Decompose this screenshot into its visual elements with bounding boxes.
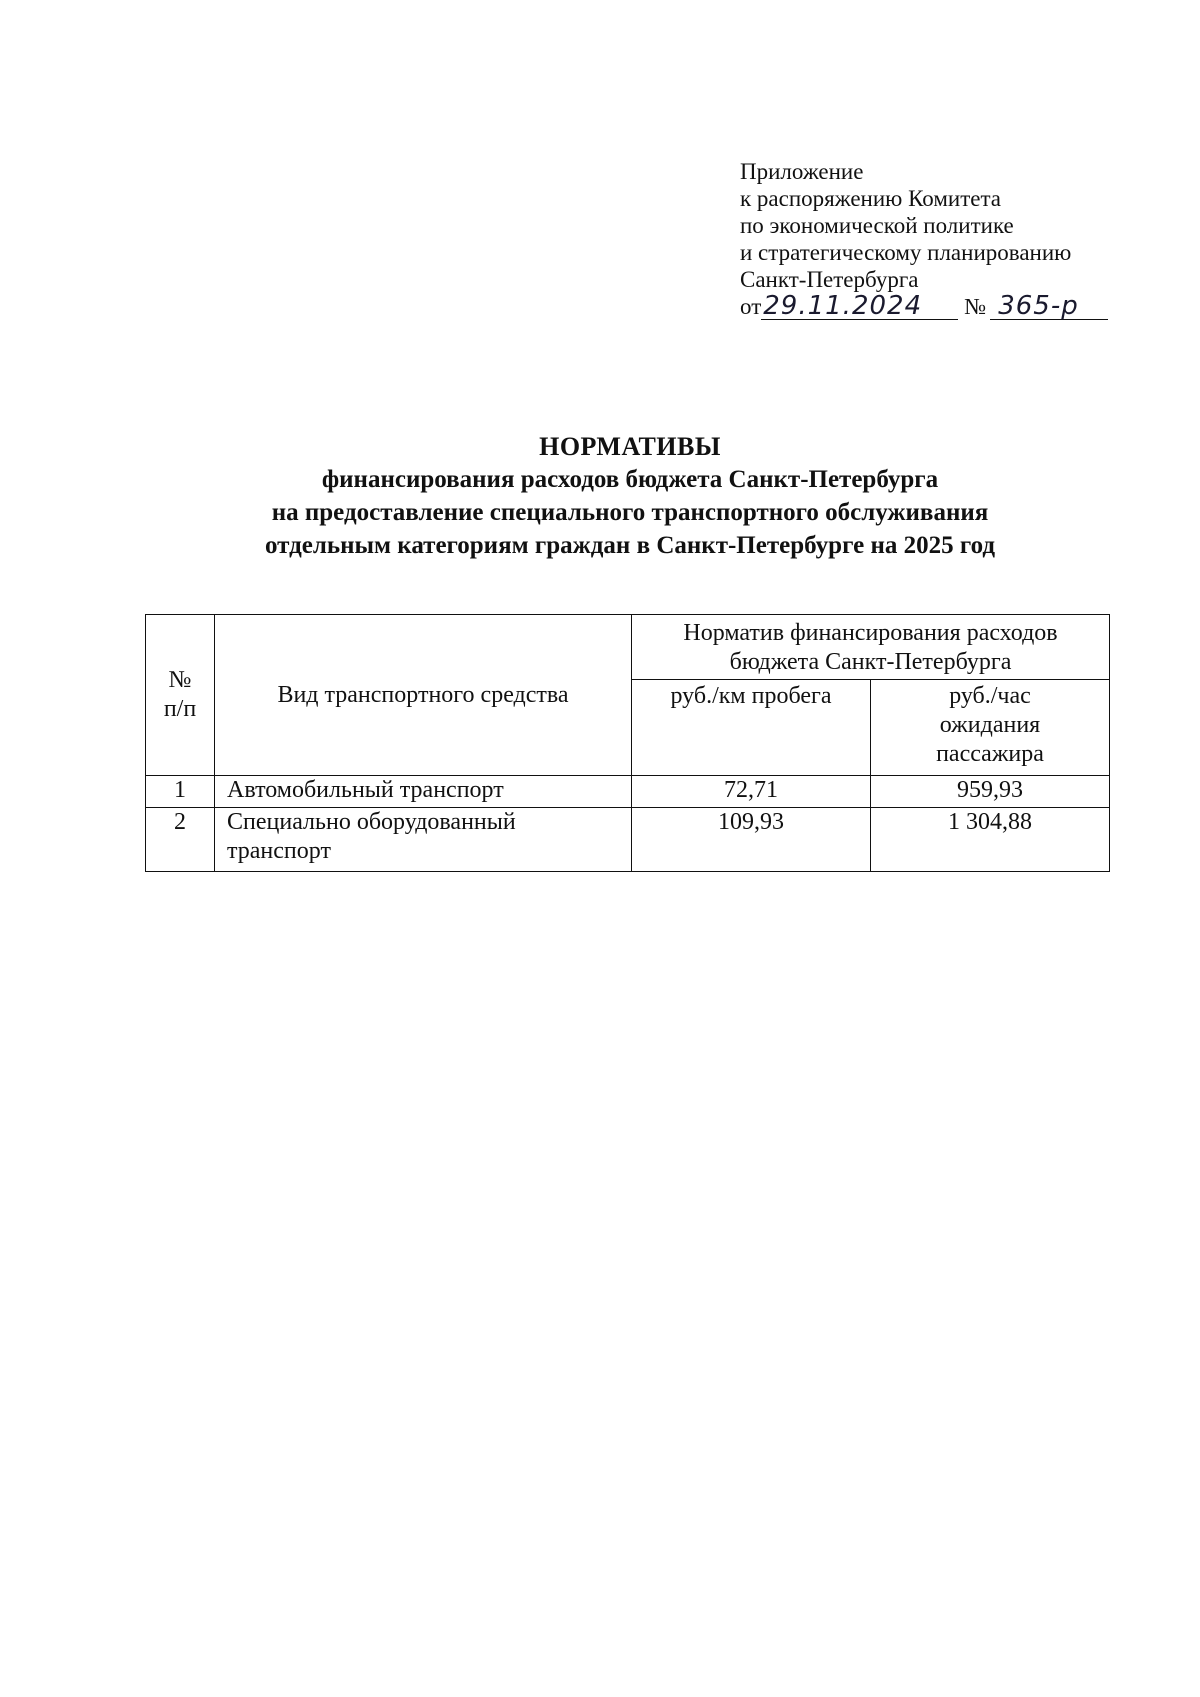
title-main: НОРМАТИВЫ [539,432,721,461]
header-num-cell [146,615,215,776]
norms-table [145,614,1110,872]
document-title [150,430,1110,562]
row-hour-cell: 1 304,88 [871,808,1110,872]
handwritten-number: 365-р [990,293,1108,320]
header-hour-cell [871,680,1110,776]
row-num-cell: 2 [146,808,215,872]
appendix-line: по экономической политике [740,213,1014,238]
appendix-line: Санкт-Петербурга [740,267,919,292]
row-kind-cell: Автомобильный транспорт [215,776,632,808]
row-kind-cell [215,808,632,872]
header-group-cell [632,615,1110,680]
title-line: финансирования расходов бюджета Санкт-Петербурга [321,466,939,493]
row-kind-line: транспорт [227,838,331,864]
title-line: на предоставление специального транспортного обслуживания [271,499,989,526]
header-hour-line: пассажира [936,741,1044,767]
appendix-block [740,158,1140,320]
appendix-line: к распоряжению Комитета [740,186,1001,211]
row-num-cell: 1 [146,776,215,808]
appendix-line: и стратегическому планированию [740,240,1072,265]
date-prefix: от [740,294,762,319]
row-km-cell: 72,71 [632,776,871,808]
table-row [146,776,1110,808]
header-hour-line: руб./час [949,683,1031,709]
row-kind-line: Специально оборудованный [227,809,516,835]
title-line: отдельным категориям граждан в Санкт-Петербурге на 2025 год [264,532,996,559]
row-hour-cell: 959,93 [871,776,1110,808]
header-num-line: п/п [163,696,197,722]
appendix-line: Приложение [740,159,864,184]
header-kind-cell: Вид транспортного средства [215,615,632,776]
table-header-row [146,615,1110,680]
number-sign: № [964,294,987,319]
row-km-cell: 109,93 [632,808,871,872]
header-group-line: бюджета Санкт-Петербурга [729,649,1012,675]
header-km-cell: руб./км пробега [632,680,871,776]
table-row [146,808,1110,872]
header-num-line: № [168,667,192,693]
header-hour-line: ожидания [939,712,1041,738]
appendix-reference [740,293,1140,320]
handwritten-date: 29.11.2024 [761,293,958,320]
header-group-line: Норматив финансирования расходов [683,620,1058,646]
